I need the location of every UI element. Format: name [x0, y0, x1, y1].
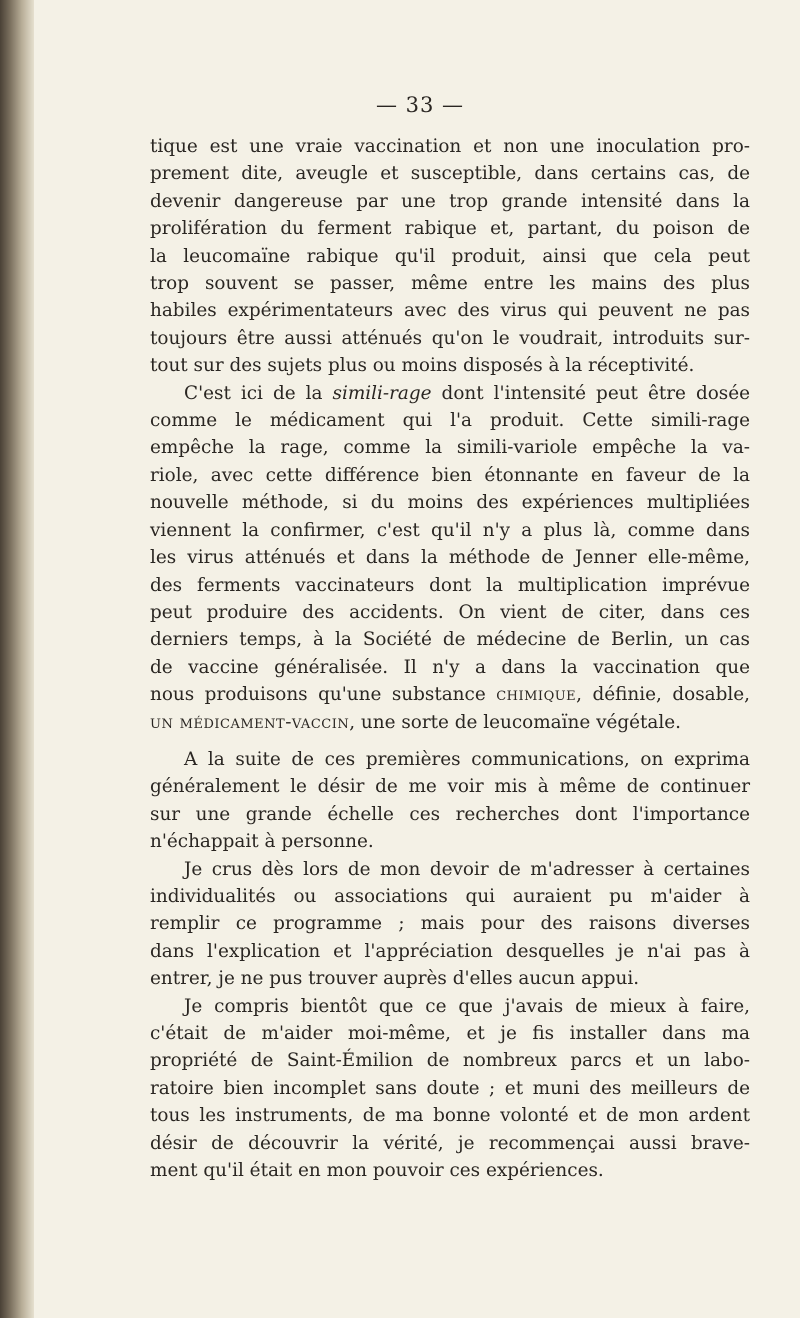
- text-line: prolifération du ferment rabique et, partant, du poison de: [150, 218, 750, 240]
- text-line: [150, 380, 750, 407]
- italic-term: simili-rage: [332, 382, 432, 404]
- text-line: propriété de Saint-Émilion de nombreux parcs et un labo-: [150, 1050, 750, 1072]
- text-line: entrer, je ne pus trouver auprès d'elles aucun appui.: [150, 968, 640, 990]
- text-line: riole, avec cette différence bien étonnante en faveur de la: [150, 464, 750, 486]
- page-number: — 33 —: [375, 93, 465, 117]
- text-line: tout sur des sujets plus ou moins disposés à la réceptivité.: [150, 355, 695, 377]
- paragraph-1: [150, 133, 750, 380]
- text-line: nouvelle méthode, si du moins des expériences multipliées: [150, 492, 750, 514]
- text-line: toujours être aussi atténués qu'on le voudrait, introduits sur-: [150, 327, 750, 349]
- text-line: désir de découvrir la vérité, je recommençai aussi brave-: [150, 1132, 750, 1154]
- small-caps-term: un médicament-vaccin: [150, 711, 350, 733]
- text-line: trop souvent se passer, même entre les mains des plus: [150, 273, 750, 295]
- text-fragment: , une sorte de leucomaïne végétale.: [349, 711, 682, 733]
- text-line: Je crus dès lors de mon devoir de m'adresser à certaines: [184, 858, 750, 880]
- paragraph-3: [150, 746, 750, 856]
- text-line: les virus atténués et dans la méthode de Jenner elle-même,: [150, 547, 750, 569]
- text-line: comme le médicament qui l'a produit. Cette simili-rage: [150, 410, 750, 432]
- text-line: devenir dangereuse par une trop grande intensité dans la: [150, 190, 750, 212]
- text-line: n'échappait à personne.: [150, 831, 374, 853]
- text-line: derniers temps, à la Société de médecine de Berlin, un cas: [150, 629, 750, 651]
- text-line: peut produire des accidents. On vient de citer, dans ces: [150, 601, 750, 623]
- text-line: [150, 709, 750, 736]
- text-line: dans l'explication et l'appréciation desquelles je n'ai pas à: [150, 940, 750, 962]
- text-line: ment qu'il était en mon pouvoir ces expériences.: [150, 1160, 604, 1182]
- page-binding-edge: [0, 0, 34, 1318]
- text-line: prement dite, aveugle et susceptible, dans certains cas, de: [150, 163, 750, 185]
- text-fragment: dont l'intensité peut être dosée: [431, 382, 750, 404]
- text-line: A la suite de ces premières communications, on exprima: [184, 748, 750, 770]
- paragraph-2: [150, 380, 750, 736]
- text-line: généralement le désir de me voir mis à même de continuer: [150, 776, 750, 798]
- text-line: viennent la confirmer, c'est qu'il n'y a plus là, comme dans: [150, 519, 750, 541]
- text-line: la leucomaïne rabique qu'il produit, ainsi que cela peut: [150, 245, 750, 267]
- text-line: remplir ce programme ; mais pour des raisons diverses: [150, 913, 750, 935]
- text-line: des ferments vaccinateurs dont la multiplication imprévue: [150, 574, 750, 596]
- text-line: habiles expérimentateurs avec des virus qui peuvent ne pas: [150, 300, 750, 322]
- body-text: [150, 133, 750, 1184]
- text-line: tique est une vraie vaccination et non une inoculation pro-: [150, 136, 750, 157]
- text-line: tous les instruments, de ma bonne volonté et de mon ardent: [150, 1105, 750, 1127]
- small-caps-term: chimique: [496, 684, 577, 706]
- text-line: c'était de m'aider moi-même, et je fis installer dans ma: [150, 1023, 750, 1044]
- paragraph-5: [150, 993, 750, 1185]
- text-fragment: nous produisons qu'une substance: [150, 684, 497, 706]
- text-fragment: , définie, dosable,: [576, 684, 750, 706]
- text-line: ratoire bien incomplet sans doute ; et muni des meilleurs de: [150, 1077, 750, 1099]
- text-line: empêche la rage, comme la simili-variole empêche la va-: [150, 437, 750, 459]
- text-line: [150, 681, 750, 708]
- text-fragment: C'est ici de la: [184, 382, 333, 404]
- text-line: sur une grande échelle ces recherches dont l'importance: [150, 803, 750, 825]
- paragraph-4: [150, 856, 750, 993]
- text-line: Je compris bientôt que ce que j'avais de mieux à faire,: [184, 995, 750, 1017]
- text-line: de vaccine généralisée. Il n'y a dans la vaccination que: [150, 656, 750, 678]
- text-line: individualités ou associations qui auraient pu m'aider à: [150, 885, 750, 907]
